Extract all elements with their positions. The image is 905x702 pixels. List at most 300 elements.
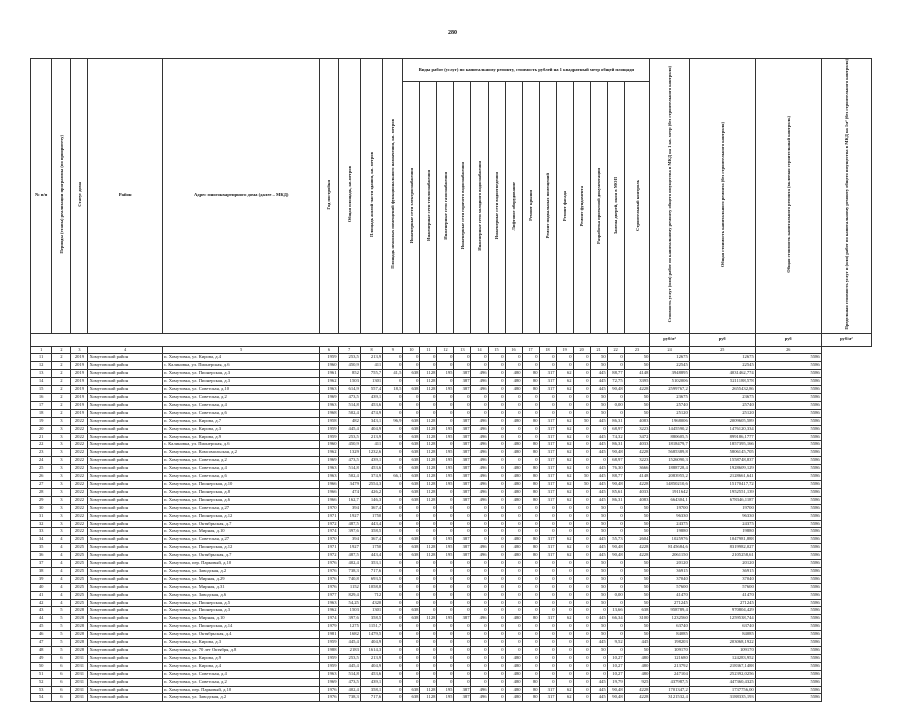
table-cell: 480 [505, 654, 522, 662]
table-cell: 445 [590, 536, 607, 544]
col-w-sewer: Инженерные сети водоотведения [488, 82, 505, 333]
table-cell: 0 [437, 583, 454, 591]
table-cell: 0 [420, 654, 437, 662]
table-cell: Хомутовский район [88, 615, 162, 623]
table-cell: 496 [471, 457, 488, 465]
table-cell: 62 [556, 694, 573, 702]
table-cell: 0 [573, 560, 590, 568]
table-cell: 0 [522, 575, 539, 583]
table-cell: 5586 [755, 449, 821, 457]
table-cell: 445 [590, 552, 607, 560]
table-cell: 0 [437, 401, 454, 409]
table-cell: 3 [52, 417, 71, 425]
table-cell: 0 [454, 512, 471, 520]
table-cell: 195 [437, 370, 454, 378]
table-cell: 0 [488, 394, 505, 402]
table-cell: 1152 [338, 583, 360, 591]
table-cell: 0 [505, 647, 522, 655]
table-cell: 0 [437, 607, 454, 615]
table-cell: 445,4 [338, 662, 360, 670]
table-cell: 443,4 [360, 520, 382, 528]
table-cell: 22545 [650, 362, 689, 370]
table-cell: п. Хомутовка, ул. Пионерская, д.3 [162, 378, 320, 386]
table-cell: 0 [437, 623, 454, 631]
table-cell: 0 [556, 623, 573, 631]
table-cell: 0 [573, 409, 590, 417]
table-cell: 0 [420, 607, 437, 615]
table-cell: 638 [403, 441, 420, 449]
table-cell: 2019 [71, 378, 88, 386]
table-cell: 195 [437, 544, 454, 552]
table-cell: 0 [488, 623, 505, 631]
table-cell: 0 [573, 425, 590, 433]
table-cell: 109170 [650, 647, 689, 655]
table-cell: 2028 [71, 647, 88, 655]
table-cell: Хомутовский район [88, 631, 162, 639]
table-cell: 3 [52, 512, 71, 520]
table-cell: 317 [539, 488, 556, 496]
table-cell: 0 [522, 639, 539, 647]
table-cell: 1979 [320, 623, 338, 631]
table-cell: 50 [624, 599, 650, 607]
table-cell: 2031 [71, 670, 88, 678]
table-cell: 1128 [420, 449, 437, 457]
table-cell: 1963 [320, 670, 338, 678]
table-cell: 2 [52, 394, 71, 402]
table-cell: 50 [573, 417, 590, 425]
column-number: 25 [689, 346, 755, 354]
table-cell: п. Хомутовка, ул. Пионерская, д.3 [162, 607, 320, 615]
table-cell: 0 [454, 662, 471, 670]
table-cell: 62 [556, 433, 573, 441]
table-cell: 2 [52, 370, 71, 378]
table-cell: 19,79 [607, 678, 624, 686]
table-cell: 62 [556, 370, 573, 378]
table-cell: 5586 [755, 394, 821, 402]
table-cell: 0 [454, 639, 471, 647]
table-cell: 50 [590, 560, 607, 568]
table-cell: 213,9 [360, 654, 382, 662]
table-cell: 0 [505, 623, 522, 631]
table-cell: 0 [573, 457, 590, 465]
table-cell: 6 [52, 678, 71, 686]
table-cell: 50 [624, 394, 650, 402]
table-cell: 1988 [320, 647, 338, 655]
unit-rub-m2: руб/м² [650, 333, 689, 346]
table-cell: 450,9 [338, 441, 360, 449]
table-cell: 0 [539, 591, 556, 599]
table-cell: 0 [539, 560, 556, 568]
table-cell: 0 [573, 647, 590, 655]
table-cell: 0 [471, 583, 488, 591]
table-cell: 1503 [338, 607, 360, 615]
table-cell: 50 [573, 480, 590, 488]
table-cell: 80 [522, 465, 539, 473]
table-cell: 2019 [71, 394, 88, 402]
table-cell: 62 [556, 488, 573, 496]
table-row [31, 583, 872, 591]
table-cell: 0 [488, 599, 505, 607]
table-cell: 0 [522, 401, 539, 409]
table-cell: 0 [420, 639, 437, 647]
table-row [31, 465, 872, 473]
table-cell: 0 [522, 504, 539, 512]
table-cell: 53 [31, 686, 52, 694]
table-cell: 5586 [755, 512, 821, 520]
table-cell: 0 [383, 488, 403, 496]
table-cell: 387 [454, 488, 471, 496]
table-cell: 0 [454, 401, 471, 409]
table-cell: 1972 [320, 520, 338, 528]
table-cell: 62 [556, 552, 573, 560]
table-cell: п. Хомутовка, ул. Комсомольская, д.2 [162, 449, 320, 457]
table-cell: 37 [31, 560, 52, 568]
table-cell: 62 [556, 686, 573, 694]
table-cell: 4 [52, 536, 71, 544]
table-row [31, 473, 872, 481]
table-cell: 0 [556, 354, 573, 362]
table-cell: 0 [471, 560, 488, 568]
table-cell: 317 [539, 457, 556, 465]
table-cell: 387 [454, 615, 471, 623]
table-cell: 24375 [689, 520, 755, 528]
table-cell: 0 [522, 670, 539, 678]
table-cell: 2031 [71, 662, 88, 670]
table-cell: 480 [505, 370, 522, 378]
table-cell: 0 [522, 520, 539, 528]
table-row [31, 378, 872, 386]
table-cell: 0 [471, 591, 488, 599]
table-cell: 0 [522, 654, 539, 662]
table-cell: 0 [383, 536, 403, 544]
column-number: 5 [162, 346, 320, 354]
table-cell: 90,48 [607, 552, 624, 560]
column-number: 26 [755, 346, 821, 354]
table-cell: 0 [437, 678, 454, 686]
table-cell: 0 [437, 496, 454, 504]
table-cell: п. Хомутовка, ул. Мирная, д.10 [162, 528, 320, 536]
table-cell: 387 [454, 686, 471, 694]
table-cell: 0 [522, 631, 539, 639]
table-cell: 387 [454, 433, 471, 441]
table-cell: Хомутовский район [88, 480, 162, 488]
table-cell: 109170 [689, 647, 755, 655]
table-row [31, 678, 872, 686]
table-cell: 480 [505, 449, 522, 457]
table-cell: 0 [607, 394, 624, 402]
table-cell: 0 [383, 441, 403, 449]
table-cell: 0 [471, 520, 488, 528]
table-cell: 0 [420, 409, 437, 417]
table-cell: 397,6 [338, 615, 360, 623]
table-cell: 445 [590, 488, 607, 496]
table-cell: 0 [437, 504, 454, 512]
table-cell: 37040 [650, 575, 689, 583]
table-cell: 42 [31, 599, 52, 607]
table-cell: 1959 [320, 433, 338, 441]
table-cell: 0 [573, 378, 590, 386]
table-cell: 5586 [755, 544, 821, 552]
table-cell: 2031 [71, 686, 88, 694]
table-row [31, 575, 872, 583]
table-cell: 445 [590, 678, 607, 686]
table-cell: 0 [556, 567, 573, 575]
table-cell: 14850210,6 [650, 480, 689, 488]
table-row [31, 449, 872, 457]
table-cell: 52 [31, 678, 52, 686]
table-cell: п. Хомутовка, ул. Советская, д.6 [162, 473, 320, 481]
table-cell: п. Хомутовка, ул. Кирова, д.3 [162, 425, 320, 433]
table-cell: 50 [624, 528, 650, 536]
table-cell: 50 [590, 504, 607, 512]
table-cell: 5586 [755, 417, 821, 425]
table-cell: 439,1 [360, 394, 382, 402]
table-cell: 453,6 [360, 670, 382, 678]
table-cell: 203068,1922 [689, 639, 755, 647]
table-cell: 387 [454, 536, 471, 544]
table-cell: 66,34 [607, 615, 624, 623]
table-cell: 1963 [320, 599, 338, 607]
table-cell: 0 [471, 409, 488, 417]
table-cell: 15170417,72 [689, 480, 755, 488]
table-cell: 2 [52, 386, 71, 394]
table-cell: 1259538,744 [689, 615, 755, 623]
table-cell: 253,5 [338, 654, 360, 662]
table-cell: 0 [454, 409, 471, 417]
table-cell: 487,5 [338, 552, 360, 560]
table-cell: 387 [454, 465, 471, 473]
table-cell: Хомутовский район [88, 473, 162, 481]
table-cell: 2019 [71, 370, 88, 378]
table-cell: 0 [454, 528, 471, 536]
table-cell: Хомутовский район [88, 639, 162, 647]
column-number: 24 [650, 346, 689, 354]
table-cell: 80 [522, 544, 539, 552]
table-row [31, 401, 872, 409]
col-w-facade: Ремонт фасада [556, 82, 573, 333]
table-cell: 0 [539, 401, 556, 409]
table-cell: 80 [522, 480, 539, 488]
table-cell: 5586 [755, 354, 821, 362]
units-row [31, 333, 872, 346]
table-cell: 480 [505, 473, 522, 481]
table-cell: 3223 [624, 425, 650, 433]
table-cell: 0 [539, 599, 556, 607]
table-cell: 213,9 [360, 354, 382, 362]
table-cell: 0 [454, 647, 471, 655]
table-cell: 0 [437, 670, 454, 678]
table-row [31, 354, 872, 362]
table-cell: 195 [437, 433, 454, 441]
table-cell: 317 [539, 449, 556, 457]
table-cell: 20120 [689, 560, 755, 568]
table-cell: 0 [556, 409, 573, 417]
table-cell: 5806145,705 [689, 449, 755, 457]
table-cell: 80 [522, 441, 539, 449]
table-cell: 50 [624, 354, 650, 362]
table-cell: 404,9 [360, 425, 382, 433]
table-cell: 0 [454, 504, 471, 512]
table-row [31, 433, 872, 441]
table-cell: 0 [539, 567, 556, 575]
table-cell: 0 [522, 583, 539, 591]
table-cell: 50 [590, 528, 607, 536]
table-cell: 0 [437, 654, 454, 662]
table-cell: 62 [556, 544, 573, 552]
table-row [31, 552, 872, 560]
table-cell: 0 [488, 686, 505, 694]
table-cell: 387 [454, 552, 471, 560]
table-cell: 1966 [320, 496, 338, 504]
table-cell: 2022 [71, 441, 88, 449]
table-cell: 50 [590, 354, 607, 362]
table-cell: 2022 [71, 496, 88, 504]
table-cell: 0 [420, 401, 437, 409]
table-cell: 0 [573, 528, 590, 536]
table-cell: 0 [573, 394, 590, 402]
table-cell: 0 [420, 647, 437, 655]
table-cell: 1960 [320, 362, 338, 370]
table-cell: 2019 [71, 354, 88, 362]
table-cell: Хомутовский район [88, 662, 162, 670]
table-cell: 20120 [650, 560, 689, 568]
table-cell: 1968 [320, 409, 338, 417]
table-cell: 218367,1488 [689, 662, 755, 670]
table-cell: 0 [420, 362, 437, 370]
table-cell: 0 [383, 544, 403, 552]
table-cell: 557,4 [360, 386, 382, 394]
table-cell: 496 [471, 480, 488, 488]
table-cell: 50 [624, 623, 650, 631]
table-cell: 358,5 [360, 615, 382, 623]
table-cell: 738,3 [338, 567, 360, 575]
table-cell: 0 [471, 394, 488, 402]
table-cell: п. Хомутовка, ул. 70 лет Октября, д.8 [162, 647, 320, 655]
table-cell: 450,9 [338, 362, 360, 370]
table-cell: 502,4 [338, 473, 360, 481]
col-w-doors: Замена дверей, окон в МОП [607, 82, 624, 333]
table-cell: 496 [471, 496, 488, 504]
table-cell: 0 [488, 480, 505, 488]
table-cell: Хомутовский район [88, 552, 162, 560]
table-cell: 47 [31, 639, 52, 647]
table-cell: 0 [488, 647, 505, 655]
table-cell: 62 [556, 441, 573, 449]
table-cell: 38 [31, 567, 52, 575]
table-cell: 0 [488, 575, 505, 583]
table-cell: 195 [437, 386, 454, 394]
table-cell: 2025 [71, 567, 88, 575]
table-cell: 0 [488, 465, 505, 473]
table-cell: 0 [488, 544, 505, 552]
table-cell: 0 [420, 662, 437, 670]
table-cell: 247104 [650, 670, 689, 678]
table-cell: 474 [338, 488, 360, 496]
table-cell: 1976 [320, 567, 338, 575]
table-cell: 80 [522, 694, 539, 702]
col-no: № п/п [31, 59, 52, 334]
table-cell: 0 [403, 631, 420, 639]
table-cell: 317 [539, 417, 556, 425]
table-cell: 50 [624, 504, 650, 512]
table-cell: 0 [471, 654, 488, 662]
table-cell: 36915 [689, 567, 755, 575]
table-cell: 0 [488, 449, 505, 457]
table-cell: 80 [522, 417, 539, 425]
table-cell: 3 [52, 425, 71, 433]
table-cell: 0 [420, 670, 437, 678]
table-cell: 317 [539, 552, 556, 560]
table-cell: 195 [437, 480, 454, 488]
table-cell: 3188335,193 [689, 694, 755, 702]
table-cell: Хомутовский район [88, 409, 162, 417]
table-cell: 445 [590, 433, 607, 441]
table-row [31, 409, 872, 417]
table-cell: 0 [383, 662, 403, 670]
table-cell: 5586 [755, 591, 821, 599]
table-cell: 0 [522, 362, 539, 370]
table-cell: 0 [383, 528, 403, 536]
column-number: 16 [505, 346, 522, 354]
table-cell: 0 [488, 607, 505, 615]
table-row [31, 488, 872, 496]
table-cell: 0 [505, 591, 522, 599]
table-cell: 0 [420, 354, 437, 362]
table-cell: 0 [539, 520, 556, 528]
table-row [31, 417, 872, 425]
table-cell: 1128 [420, 488, 437, 496]
column-number: 7 [338, 346, 360, 354]
table-cell: 0 [471, 678, 488, 686]
table-cell: 90,48 [607, 544, 624, 552]
table-cell: 0 [437, 394, 454, 402]
table-row [31, 362, 872, 370]
table-cell: 2022 [71, 449, 88, 457]
col-limit: Предельная стоимость услуг и (или) работ по капитальному ремонту общего имущества в МКД на 1м² (без строительного контроля) [821, 59, 871, 334]
table-cell: 51 [31, 670, 52, 678]
table-cell: 96330 [689, 512, 755, 520]
table-row [31, 425, 872, 433]
table-cell: 0 [471, 354, 488, 362]
col-period: Периоды (этапы) реализации программы (по приоритету) [52, 59, 71, 334]
table-cell: 0 [383, 678, 403, 686]
table-cell: 358,1 [360, 686, 382, 694]
table-cell: 0 [454, 631, 471, 639]
table-cell: 0 [556, 401, 573, 409]
column-number: 20 [573, 346, 590, 354]
table-cell: 3 [52, 480, 71, 488]
table-cell: 50 [624, 409, 650, 417]
table-cell: 46 [31, 631, 52, 639]
table-cell: п. Хомутовка, ул. Кирова, д.3 [162, 639, 320, 647]
table-cell: 0 [556, 504, 573, 512]
table-cell: 0 [590, 607, 607, 615]
table-cell: 2 [52, 378, 71, 386]
table-cell: 496 [471, 417, 488, 425]
table-cell: 1047981,888 [689, 536, 755, 544]
table-cell: 480 [624, 670, 650, 678]
table-cell: 12675 [650, 354, 689, 362]
table-cell: 5211188,578 [689, 378, 755, 386]
column-number: 12 [437, 346, 454, 354]
table-cell: 0 [522, 394, 539, 402]
table-cell: 1128 [420, 694, 437, 702]
table-cell: 50 [624, 362, 650, 370]
table-cell: 2 [52, 409, 71, 417]
table-cell: 0 [539, 623, 556, 631]
table-cell: 480 [505, 417, 522, 425]
table-cell: 0 [505, 409, 522, 417]
